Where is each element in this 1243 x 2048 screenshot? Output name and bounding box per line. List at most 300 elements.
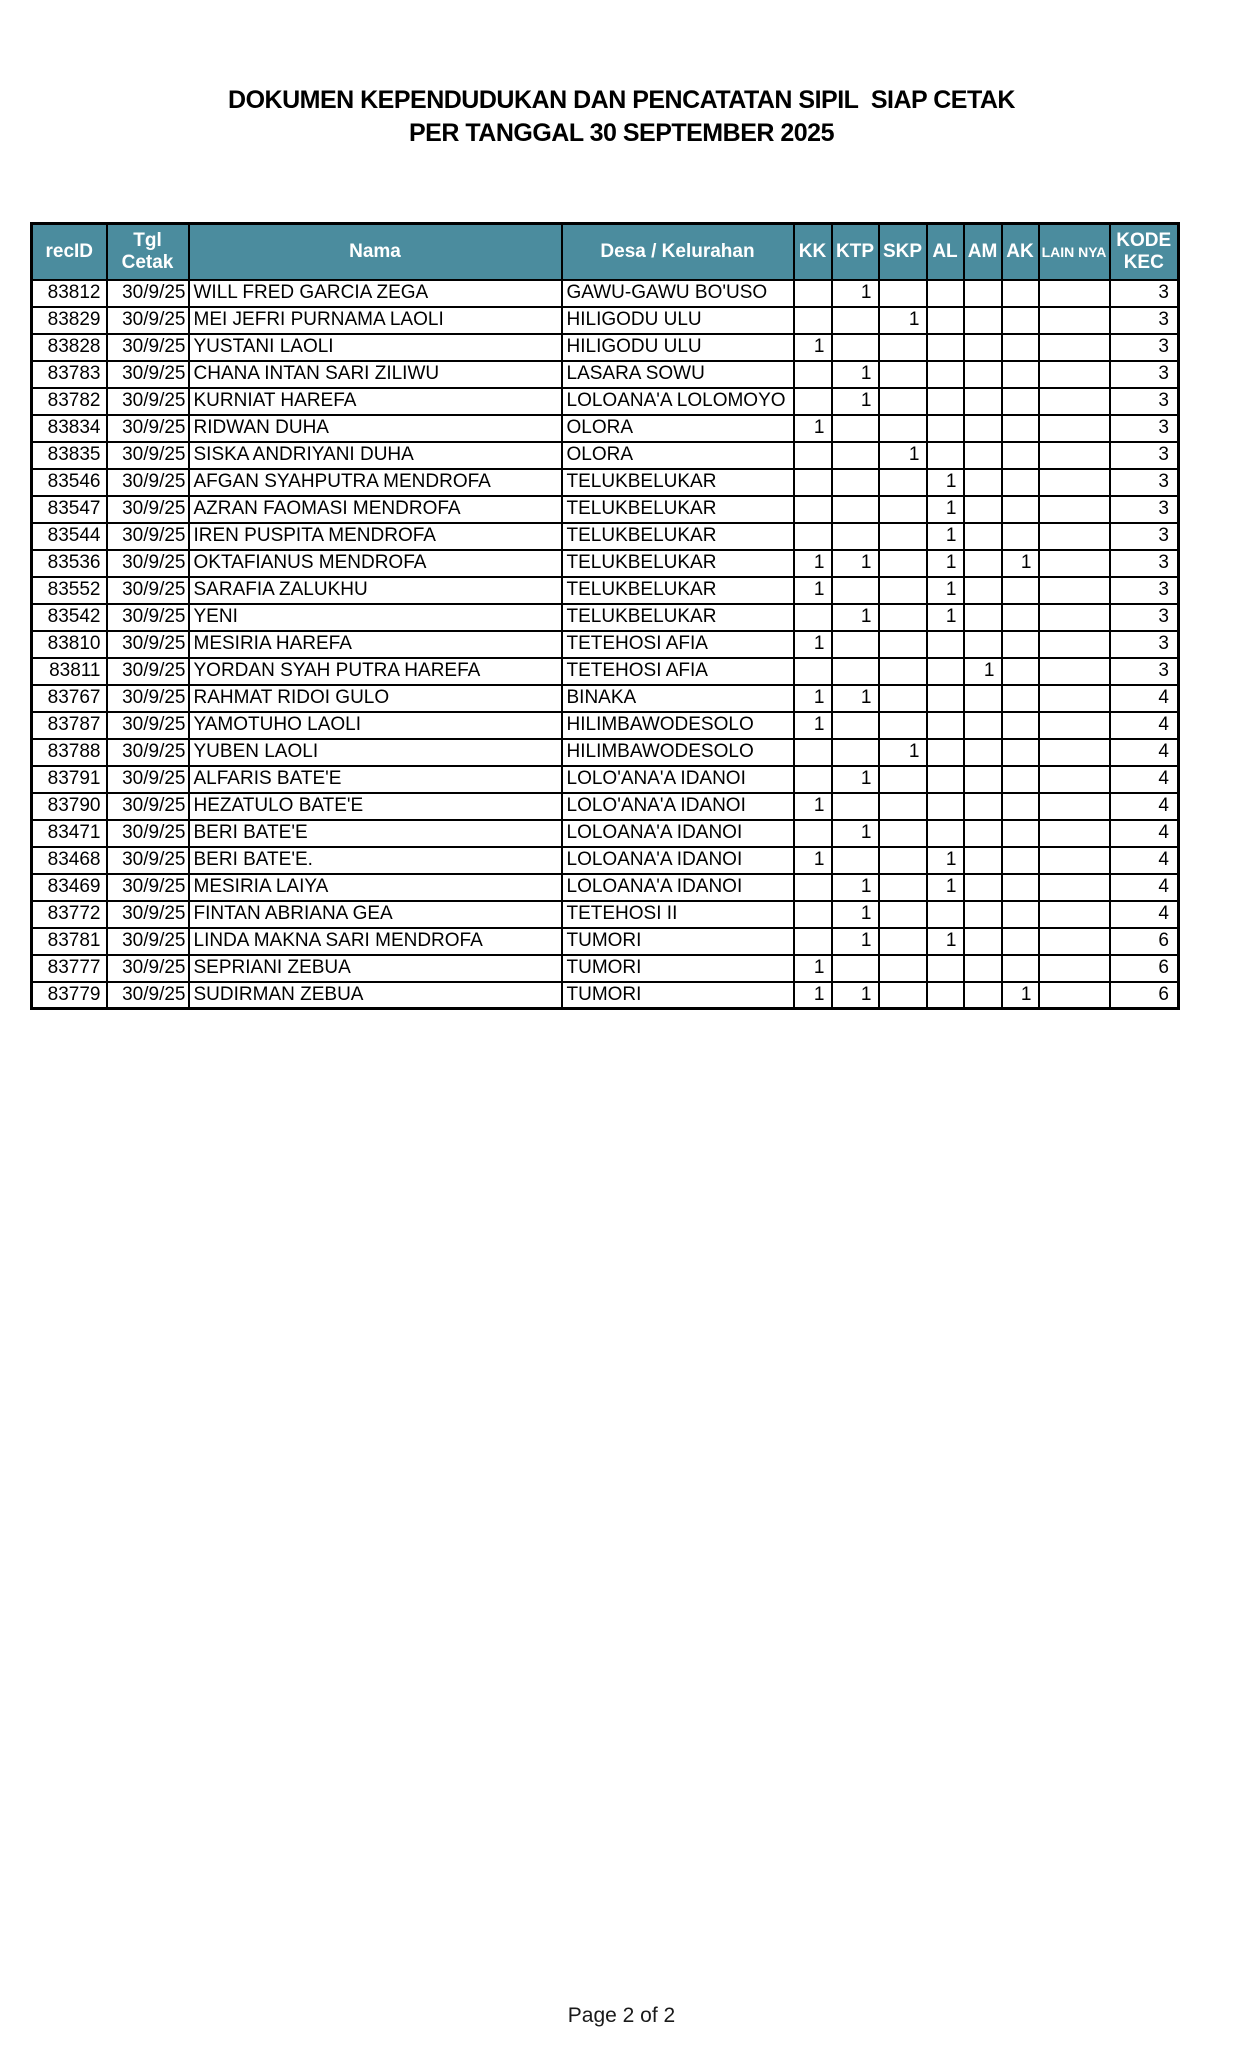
cell-skp <box>879 415 927 442</box>
cell-tgl-cetak: 30/9/25 <box>107 415 189 442</box>
cell-ak <box>1002 955 1039 982</box>
cell-nama: RIDWAN DUHA <box>189 415 562 442</box>
cell-ktp <box>832 415 879 442</box>
cell-tgl-cetak: 30/9/25 <box>107 361 189 388</box>
table-row <box>32 982 1179 1009</box>
table-row <box>32 712 1179 739</box>
cell-tgl-cetak: 30/9/25 <box>107 658 189 685</box>
cell-kode-kec: 3 <box>1110 631 1179 658</box>
cell-skp: 1 <box>879 307 927 334</box>
cell-recid: 83782 <box>32 388 107 415</box>
cell-tgl-cetak: 30/9/25 <box>107 955 189 982</box>
cell-desa-kelurahan: TELUKBELUKAR <box>562 550 794 577</box>
cell-kode-kec: 3 <box>1110 469 1179 496</box>
cell-nama: LINDA MAKNA SARI MENDROFA <box>189 928 562 955</box>
cell-am <box>964 469 1002 496</box>
cell-am <box>964 982 1002 1009</box>
column-header-skp: SKP <box>879 224 927 280</box>
column-header-am: AM <box>964 224 1002 280</box>
cell-ak <box>1002 442 1039 469</box>
cell-recid: 83767 <box>32 685 107 712</box>
report-title-block <box>0 84 1243 150</box>
cell-skp <box>879 550 927 577</box>
cell-al <box>927 442 964 469</box>
cell-desa-kelurahan: TETEHOSI II <box>562 901 794 928</box>
cell-kk: 1 <box>794 955 832 982</box>
cell-desa-kelurahan: LOLOANA'A IDANOI <box>562 847 794 874</box>
cell-am <box>964 604 1002 631</box>
cell-tgl-cetak: 30/9/25 <box>107 874 189 901</box>
cell-kk: 1 <box>794 712 832 739</box>
table-row <box>32 928 1179 955</box>
cell-kode-kec: 4 <box>1110 766 1179 793</box>
cell-skp <box>879 280 927 307</box>
table-row <box>32 415 1179 442</box>
cell-recid: 83547 <box>32 496 107 523</box>
cell-recid: 83829 <box>32 307 107 334</box>
cell-nama: MESIRIA HAREFA <box>189 631 562 658</box>
cell-desa-kelurahan: TUMORI <box>562 955 794 982</box>
cell-tgl-cetak: 30/9/25 <box>107 631 189 658</box>
cell-desa-kelurahan: TETEHOSI AFIA <box>562 658 794 685</box>
cell-ktp <box>832 523 879 550</box>
cell-nama: SARAFIA ZALUKHU <box>189 577 562 604</box>
table-body <box>32 280 1179 1009</box>
cell-recid: 83772 <box>32 901 107 928</box>
cell-kode-kec: 3 <box>1110 496 1179 523</box>
cell-desa-kelurahan: LOLOANA'A LOLOMOYO <box>562 388 794 415</box>
cell-tgl-cetak: 30/9/25 <box>107 307 189 334</box>
cell-nama: BERI BATE'E. <box>189 847 562 874</box>
cell-lain-nya <box>1039 388 1110 415</box>
cell-al <box>927 280 964 307</box>
cell-recid: 83544 <box>32 523 107 550</box>
cell-ak: 1 <box>1002 550 1039 577</box>
cell-ktp <box>832 847 879 874</box>
cell-desa-kelurahan: GAWU-GAWU BO'USO <box>562 280 794 307</box>
cell-skp <box>879 388 927 415</box>
cell-am <box>964 334 1002 361</box>
cell-al: 1 <box>927 469 964 496</box>
cell-lain-nya <box>1039 307 1110 334</box>
cell-tgl-cetak: 30/9/25 <box>107 469 189 496</box>
cell-kode-kec: 3 <box>1110 577 1179 604</box>
cell-am <box>964 955 1002 982</box>
cell-lain-nya <box>1039 712 1110 739</box>
cell-nama: YUBEN LAOLI <box>189 739 562 766</box>
table-row <box>32 685 1179 712</box>
table-row <box>32 577 1179 604</box>
cell-recid: 83791 <box>32 766 107 793</box>
cell-al <box>927 901 964 928</box>
cell-kk <box>794 361 832 388</box>
table-row <box>32 847 1179 874</box>
cell-kode-kec: 4 <box>1110 685 1179 712</box>
cell-ktp: 1 <box>832 982 879 1009</box>
cell-al: 1 <box>927 928 964 955</box>
cell-kode-kec: 3 <box>1110 307 1179 334</box>
cell-ak <box>1002 820 1039 847</box>
cell-recid: 83834 <box>32 415 107 442</box>
cell-ktp <box>832 307 879 334</box>
cell-recid: 83471 <box>32 820 107 847</box>
cell-am <box>964 874 1002 901</box>
cell-al <box>927 955 964 982</box>
cell-ak <box>1002 577 1039 604</box>
cell-ktp: 1 <box>832 820 879 847</box>
cell-lain-nya <box>1039 685 1110 712</box>
cell-lain-nya <box>1039 874 1110 901</box>
cell-desa-kelurahan: TELUKBELUKAR <box>562 577 794 604</box>
cell-kode-kec: 6 <box>1110 982 1179 1009</box>
cell-al: 1 <box>927 874 964 901</box>
cell-tgl-cetak: 30/9/25 <box>107 685 189 712</box>
cell-kk: 1 <box>794 550 832 577</box>
cell-skp <box>879 334 927 361</box>
cell-desa-kelurahan: TELUKBELUKAR <box>562 604 794 631</box>
cell-kk <box>794 388 832 415</box>
cell-recid: 83546 <box>32 469 107 496</box>
cell-kode-kec: 6 <box>1110 928 1179 955</box>
cell-nama: BERI BATE'E <box>189 820 562 847</box>
table-header-row <box>32 224 1179 280</box>
cell-desa-kelurahan: LOLO'ANA'A IDANOI <box>562 793 794 820</box>
cell-tgl-cetak: 30/9/25 <box>107 793 189 820</box>
cell-lain-nya <box>1039 334 1110 361</box>
cell-kode-kec: 3 <box>1110 334 1179 361</box>
cell-desa-kelurahan: HILIGODU ULU <box>562 307 794 334</box>
cell-desa-kelurahan: LASARA SOWU <box>562 361 794 388</box>
cell-kode-kec: 4 <box>1110 793 1179 820</box>
cell-al <box>927 658 964 685</box>
cell-am <box>964 361 1002 388</box>
cell-lain-nya <box>1039 847 1110 874</box>
table-row <box>32 496 1179 523</box>
cell-am <box>964 550 1002 577</box>
cell-tgl-cetak: 30/9/25 <box>107 766 189 793</box>
cell-tgl-cetak: 30/9/25 <box>107 820 189 847</box>
cell-kk <box>794 739 832 766</box>
cell-ak <box>1002 631 1039 658</box>
cell-tgl-cetak: 30/9/25 <box>107 847 189 874</box>
cell-kk: 1 <box>794 631 832 658</box>
table-row <box>32 631 1179 658</box>
cell-kk <box>794 658 832 685</box>
cell-skp <box>879 901 927 928</box>
cell-ktp: 1 <box>832 928 879 955</box>
cell-ak <box>1002 334 1039 361</box>
cell-tgl-cetak: 30/9/25 <box>107 982 189 1009</box>
cell-recid: 83779 <box>32 982 107 1009</box>
cell-ktp <box>832 658 879 685</box>
cell-lain-nya <box>1039 496 1110 523</box>
cell-ktp <box>832 334 879 361</box>
cell-skp <box>879 874 927 901</box>
cell-am: 1 <box>964 658 1002 685</box>
cell-am <box>964 388 1002 415</box>
cell-lain-nya <box>1039 820 1110 847</box>
cell-recid: 83552 <box>32 577 107 604</box>
table-row <box>32 550 1179 577</box>
cell-ak <box>1002 658 1039 685</box>
cell-lain-nya <box>1039 550 1110 577</box>
cell-recid: 83811 <box>32 658 107 685</box>
table-row <box>32 604 1179 631</box>
cell-skp <box>879 523 927 550</box>
cell-kode-kec: 4 <box>1110 739 1179 766</box>
cell-nama: OKTAFIANUS MENDROFA <box>189 550 562 577</box>
cell-nama: MEI JEFRI PURNAMA LAOLI <box>189 307 562 334</box>
cell-tgl-cetak: 30/9/25 <box>107 928 189 955</box>
cell-desa-kelurahan: TETEHOSI AFIA <box>562 631 794 658</box>
cell-ktp: 1 <box>832 901 879 928</box>
cell-ak <box>1002 766 1039 793</box>
cell-ktp <box>832 793 879 820</box>
table-row <box>32 658 1179 685</box>
cell-skp <box>879 469 927 496</box>
cell-ak: 1 <box>1002 982 1039 1009</box>
cell-kode-kec: 4 <box>1110 712 1179 739</box>
cell-desa-kelurahan: HILIGODU ULU <box>562 334 794 361</box>
cell-ktp <box>832 739 879 766</box>
cell-lain-nya <box>1039 415 1110 442</box>
cell-ktp: 1 <box>832 388 879 415</box>
cell-kk <box>794 874 832 901</box>
cell-lain-nya <box>1039 280 1110 307</box>
cell-desa-kelurahan: LOLOANA'A IDANOI <box>562 820 794 847</box>
cell-desa-kelurahan: TELUKBELUKAR <box>562 496 794 523</box>
cell-am <box>964 739 1002 766</box>
cell-nama: ALFARIS BATE'E <box>189 766 562 793</box>
cell-lain-nya <box>1039 577 1110 604</box>
cell-ak <box>1002 280 1039 307</box>
cell-nama: YENI <box>189 604 562 631</box>
cell-ak <box>1002 307 1039 334</box>
table-row <box>32 307 1179 334</box>
cell-recid: 83810 <box>32 631 107 658</box>
cell-nama: WILL FRED GARCIA ZEGA <box>189 280 562 307</box>
cell-kk <box>794 280 832 307</box>
cell-skp <box>879 793 927 820</box>
cell-lain-nya <box>1039 469 1110 496</box>
column-header-ak: AK <box>1002 224 1039 280</box>
cell-tgl-cetak: 30/9/25 <box>107 523 189 550</box>
cell-skp <box>879 982 927 1009</box>
cell-lain-nya <box>1039 982 1110 1009</box>
cell-recid: 83835 <box>32 442 107 469</box>
cell-lain-nya <box>1039 631 1110 658</box>
column-header-ktp: KTP <box>832 224 879 280</box>
cell-ak <box>1002 469 1039 496</box>
cell-kode-kec: 3 <box>1110 280 1179 307</box>
cell-al: 1 <box>927 577 964 604</box>
cell-lain-nya <box>1039 928 1110 955</box>
cell-skp <box>879 361 927 388</box>
cell-skp <box>879 631 927 658</box>
table-row <box>32 361 1179 388</box>
cell-lain-nya <box>1039 523 1110 550</box>
column-header-tgl-cetak: Tgl Cetak <box>107 224 189 280</box>
table-row <box>32 820 1179 847</box>
cell-kk <box>794 496 832 523</box>
cell-ak <box>1002 523 1039 550</box>
cell-nama: KURNIAT HAREFA <box>189 388 562 415</box>
cell-nama: IREN PUSPITA MENDROFA <box>189 523 562 550</box>
cell-al <box>927 334 964 361</box>
cell-tgl-cetak: 30/9/25 <box>107 739 189 766</box>
cell-skp <box>879 928 927 955</box>
cell-tgl-cetak: 30/9/25 <box>107 901 189 928</box>
table-row <box>32 793 1179 820</box>
cell-lain-nya <box>1039 361 1110 388</box>
cell-desa-kelurahan: LOLO'ANA'A IDANOI <box>562 766 794 793</box>
cell-am <box>964 577 1002 604</box>
cell-kode-kec: 3 <box>1110 523 1179 550</box>
cell-nama: AZRAN FAOMASI MENDROFA <box>189 496 562 523</box>
table-row <box>32 901 1179 928</box>
cell-ak <box>1002 415 1039 442</box>
cell-am <box>964 280 1002 307</box>
cell-recid: 83828 <box>32 334 107 361</box>
cell-lain-nya <box>1039 766 1110 793</box>
cell-ak <box>1002 739 1039 766</box>
cell-skp <box>879 604 927 631</box>
cell-al <box>927 307 964 334</box>
cell-kode-kec: 3 <box>1110 388 1179 415</box>
cell-tgl-cetak: 30/9/25 <box>107 280 189 307</box>
report-title: DOKUMEN KEPENDUDUKAN DAN PENCATATAN SIPIL SIAP CETAK <box>228 86 1015 114</box>
cell-kode-kec: 3 <box>1110 550 1179 577</box>
cell-skp <box>879 766 927 793</box>
cell-al <box>927 361 964 388</box>
cell-recid: 83783 <box>32 361 107 388</box>
cell-desa-kelurahan: BINAKA <box>562 685 794 712</box>
column-header-al: AL <box>927 224 964 280</box>
cell-nama: CHANA INTAN SARI ZILIWU <box>189 361 562 388</box>
cell-nama: RAHMAT RIDOI GULO <box>189 685 562 712</box>
cell-lain-nya <box>1039 901 1110 928</box>
cell-kk <box>794 604 832 631</box>
cell-kk: 1 <box>794 334 832 361</box>
table-row <box>32 523 1179 550</box>
cell-tgl-cetak: 30/9/25 <box>107 496 189 523</box>
cell-ak <box>1002 712 1039 739</box>
cell-kode-kec: 4 <box>1110 874 1179 901</box>
table-row <box>32 955 1179 982</box>
cell-am <box>964 766 1002 793</box>
cell-skp <box>879 496 927 523</box>
cell-kode-kec: 4 <box>1110 847 1179 874</box>
cell-ak <box>1002 604 1039 631</box>
cell-recid: 83781 <box>32 928 107 955</box>
cell-nama: YORDAN SYAH PUTRA HAREFA <box>189 658 562 685</box>
column-header-recid: recID <box>32 224 107 280</box>
cell-al <box>927 793 964 820</box>
cell-am <box>964 928 1002 955</box>
cell-nama: YAMOTUHO LAOLI <box>189 712 562 739</box>
cell-recid: 83777 <box>32 955 107 982</box>
cell-am <box>964 523 1002 550</box>
cell-al <box>927 415 964 442</box>
column-header-kode-kec: KODE KEC <box>1110 224 1179 280</box>
cell-lain-nya <box>1039 604 1110 631</box>
cell-am <box>964 712 1002 739</box>
cell-kode-kec: 3 <box>1110 361 1179 388</box>
table-row <box>32 334 1179 361</box>
cell-tgl-cetak: 30/9/25 <box>107 442 189 469</box>
report-subtitle: PER TANGGAL 30 SEPTEMBER 2025 <box>409 119 834 147</box>
cell-ktp <box>832 712 879 739</box>
cell-al <box>927 685 964 712</box>
cell-recid: 83468 <box>32 847 107 874</box>
table-row <box>32 469 1179 496</box>
cell-kode-kec: 6 <box>1110 955 1179 982</box>
cell-ktp: 1 <box>832 766 879 793</box>
cell-lain-nya <box>1039 658 1110 685</box>
cell-skp: 1 <box>879 739 927 766</box>
cell-kk: 1 <box>794 847 832 874</box>
cell-kk <box>794 928 832 955</box>
cell-desa-kelurahan: LOLOANA'A IDANOI <box>562 874 794 901</box>
cell-ktp <box>832 442 879 469</box>
cell-kk: 1 <box>794 415 832 442</box>
cell-skp <box>879 577 927 604</box>
cell-kode-kec: 3 <box>1110 415 1179 442</box>
cell-al: 1 <box>927 523 964 550</box>
table-row <box>32 874 1179 901</box>
table-row <box>32 388 1179 415</box>
cell-tgl-cetak: 30/9/25 <box>107 604 189 631</box>
cell-ktp: 1 <box>832 604 879 631</box>
cell-am <box>964 793 1002 820</box>
cell-kk: 1 <box>794 577 832 604</box>
cell-skp <box>879 847 927 874</box>
cell-desa-kelurahan: TELUKBELUKAR <box>562 469 794 496</box>
cell-kode-kec: 3 <box>1110 442 1179 469</box>
cell-desa-kelurahan: HILIMBAWODESOLO <box>562 739 794 766</box>
cell-desa-kelurahan: OLORA <box>562 442 794 469</box>
cell-ak <box>1002 361 1039 388</box>
cell-al: 1 <box>927 604 964 631</box>
cell-al: 1 <box>927 496 964 523</box>
cell-lain-nya <box>1039 739 1110 766</box>
cell-ak <box>1002 874 1039 901</box>
cell-kode-kec: 4 <box>1110 901 1179 928</box>
cell-ak <box>1002 928 1039 955</box>
cell-kode-kec: 3 <box>1110 604 1179 631</box>
cell-al <box>927 739 964 766</box>
cell-nama: AFGAN SYAHPUTRA MENDROFA <box>189 469 562 496</box>
cell-am <box>964 307 1002 334</box>
cell-nama: SEPRIANI ZEBUA <box>189 955 562 982</box>
cell-kk <box>794 442 832 469</box>
cell-ak <box>1002 901 1039 928</box>
cell-ktp: 1 <box>832 280 879 307</box>
cell-tgl-cetak: 30/9/25 <box>107 577 189 604</box>
cell-al <box>927 820 964 847</box>
cell-nama: MESIRIA LAIYA <box>189 874 562 901</box>
cell-kk: 1 <box>794 793 832 820</box>
cell-tgl-cetak: 30/9/25 <box>107 712 189 739</box>
cell-skp: 1 <box>879 442 927 469</box>
cell-ak <box>1002 847 1039 874</box>
cell-nama: HEZATULO BATE'E <box>189 793 562 820</box>
cell-kk <box>794 523 832 550</box>
cell-recid: 83812 <box>32 280 107 307</box>
cell-ak <box>1002 496 1039 523</box>
cell-lain-nya <box>1039 793 1110 820</box>
cell-desa-kelurahan: TELUKBELUKAR <box>562 523 794 550</box>
